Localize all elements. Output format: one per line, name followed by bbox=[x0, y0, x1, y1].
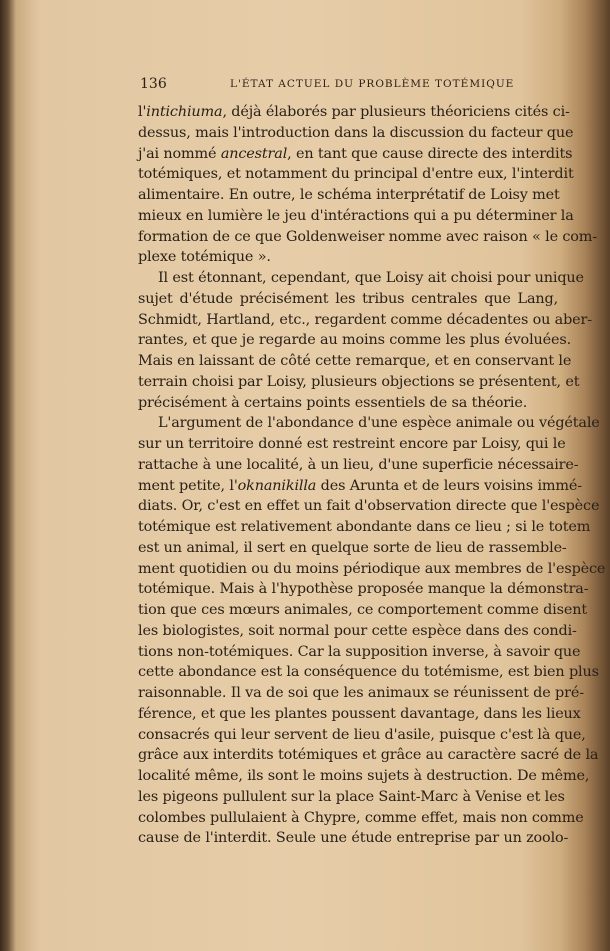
text-line bbox=[138, 393, 558, 414]
text-segment: alimentaire. En outre, le schéma interprétatif de Loisy met bbox=[138, 187, 560, 203]
page-number: 136 bbox=[140, 76, 167, 92]
text-segment: ment petite, l' bbox=[138, 477, 238, 494]
text-segment: terrain choisi par Loisy, plusieurs objections se présentent, et bbox=[138, 373, 580, 390]
text-segment: consacrés qui leur servent de lieu d'asile, puisque c'est là que, bbox=[138, 726, 586, 743]
text-segment: dessus, mais l'introduction dans la discussion du facteur que bbox=[138, 124, 574, 141]
text-line bbox=[138, 600, 587, 621]
text-segment: Schmidt, Hartland, etc., regardent comme décadentes ou aber- bbox=[138, 311, 592, 328]
text-line bbox=[138, 828, 569, 849]
text-segment: colombes pullulaient à Chypre, comme effet, mais non comme bbox=[138, 809, 584, 826]
text-line bbox=[138, 206, 574, 227]
text-segment: diats. Or, c'est en effet un fait d'observation directe que l'espèce bbox=[138, 498, 600, 515]
text-segment: des Arunta et de leurs voisins immé- bbox=[316, 477, 582, 494]
italic-term: intichiuma bbox=[146, 104, 223, 120]
text-line bbox=[138, 808, 584, 829]
text-segment: totémique. Mais à l'hypothèse proposée manque la démonstra- bbox=[138, 581, 589, 598]
text-line bbox=[138, 642, 581, 663]
text-line bbox=[138, 455, 579, 476]
text-line bbox=[138, 413, 600, 434]
text-segment: ment quotidien ou du moins périodique aux membres de l'espèce bbox=[138, 560, 606, 577]
text-line bbox=[138, 310, 592, 331]
italic-term: ancestral bbox=[220, 145, 288, 162]
text-segment: totémique est relativement abondante dans ce lieu ; si le totem bbox=[138, 519, 591, 535]
text-line bbox=[138, 227, 597, 248]
text-line bbox=[138, 289, 558, 310]
text-line bbox=[138, 351, 572, 372]
text-segment: sujet d'étude précisément les tribus centrales que Lang, bbox=[138, 290, 558, 307]
text-segment: rantes, et que je regarde au moins comme les plus évoluées. bbox=[138, 332, 572, 349]
text-segment: , en tant que cause directe des interdits bbox=[287, 145, 573, 162]
text-line bbox=[138, 476, 582, 497]
text-segment: précisément à certains points essentiels de sa théorie. bbox=[138, 394, 528, 411]
text-line bbox=[138, 247, 558, 268]
text-segment: plexe totémique ». bbox=[138, 249, 271, 266]
text-line bbox=[138, 144, 573, 165]
text-line bbox=[138, 164, 574, 185]
text-segment: sur un territoire donné est restreint encore par Loisy, qui le bbox=[138, 436, 566, 452]
text-line bbox=[138, 766, 590, 787]
text-line bbox=[138, 102, 570, 123]
text-segment: Il est étonnant, cependant, que Loisy ait choisi pour unique bbox=[158, 270, 584, 286]
text-segment: L'argument de l'abondance d'une espèce animale ou végétale bbox=[158, 415, 600, 432]
text-segment: grâce aux interdits totémiques et grâce au caractère sacré de la bbox=[138, 747, 599, 764]
running-header bbox=[140, 76, 560, 96]
text-line bbox=[138, 496, 600, 517]
text-segment: les pigeons pullulent sur la place Saint-Marc à Venise et les bbox=[138, 788, 565, 805]
text-segment: est un animal, il sert en quelque sorte de lieu de rassemble- bbox=[138, 539, 567, 556]
body-text bbox=[138, 102, 606, 849]
text-segment: tion que ces mœurs animales, ce comportement comme disent bbox=[138, 602, 587, 618]
text-line bbox=[138, 704, 581, 725]
text-line bbox=[138, 787, 565, 808]
text-segment: Mais en laissant de côté cette remarque, et en conservant le bbox=[138, 353, 572, 369]
text-segment: cette abondance est la conséquence du totémisme, est bien plus bbox=[138, 664, 599, 681]
text-segment: mieux en lumière le jeu d'intéractions qui a pu déterminer la bbox=[138, 207, 574, 224]
text-line bbox=[138, 330, 572, 351]
text-segment: formation de ce que Goldenweiser nomme avec raison « le com- bbox=[138, 228, 597, 245]
text-line bbox=[138, 745, 599, 766]
text-segment: les biologistes, soit normal pour cette espèce dans des condi- bbox=[138, 622, 577, 639]
text-line bbox=[138, 517, 591, 538]
text-segment: , déjà élaborés par plusieurs théoriciens cités ci- bbox=[222, 104, 570, 120]
italic-term: oknanikilla bbox=[237, 477, 317, 494]
text-segment: férence, et que les plantes poussent davantage, dans les lieux bbox=[138, 705, 581, 722]
text-line bbox=[138, 725, 586, 746]
text-segment: tions non-totémiques. Car la supposition inverse, à savoir que bbox=[138, 643, 581, 660]
text-line bbox=[138, 662, 599, 683]
text-line bbox=[138, 559, 606, 580]
text-line bbox=[138, 185, 558, 206]
text-line bbox=[138, 123, 574, 144]
text-segment: raisonnable. Il va de soi que les animaux se réunissent de pré- bbox=[138, 685, 584, 701]
text-line bbox=[138, 621, 577, 642]
text-line bbox=[138, 372, 580, 393]
text-segment: localité même, ils sont le moins sujets à destruction. De même, bbox=[138, 768, 590, 784]
text-line bbox=[138, 579, 589, 600]
text-segment: j'ai nommé bbox=[138, 145, 221, 162]
text-segment: cause de l'interdit. Seule une étude entreprise par un zoolo- bbox=[138, 830, 569, 847]
running-title: L'ÉTAT ACTUEL DU PROBLÈME TOTÉMIQUE bbox=[230, 78, 515, 90]
text-line bbox=[138, 683, 584, 704]
text-segment: rattache à une localité, à un lieu, d'une superficie nécessaire- bbox=[138, 456, 579, 473]
text-line bbox=[138, 434, 566, 455]
text-line bbox=[138, 538, 567, 559]
text-segment: l' bbox=[138, 104, 147, 120]
text-segment: totémiques, et notamment du principal d'entre eux, l'interdit bbox=[138, 166, 574, 183]
text-line bbox=[138, 268, 584, 289]
